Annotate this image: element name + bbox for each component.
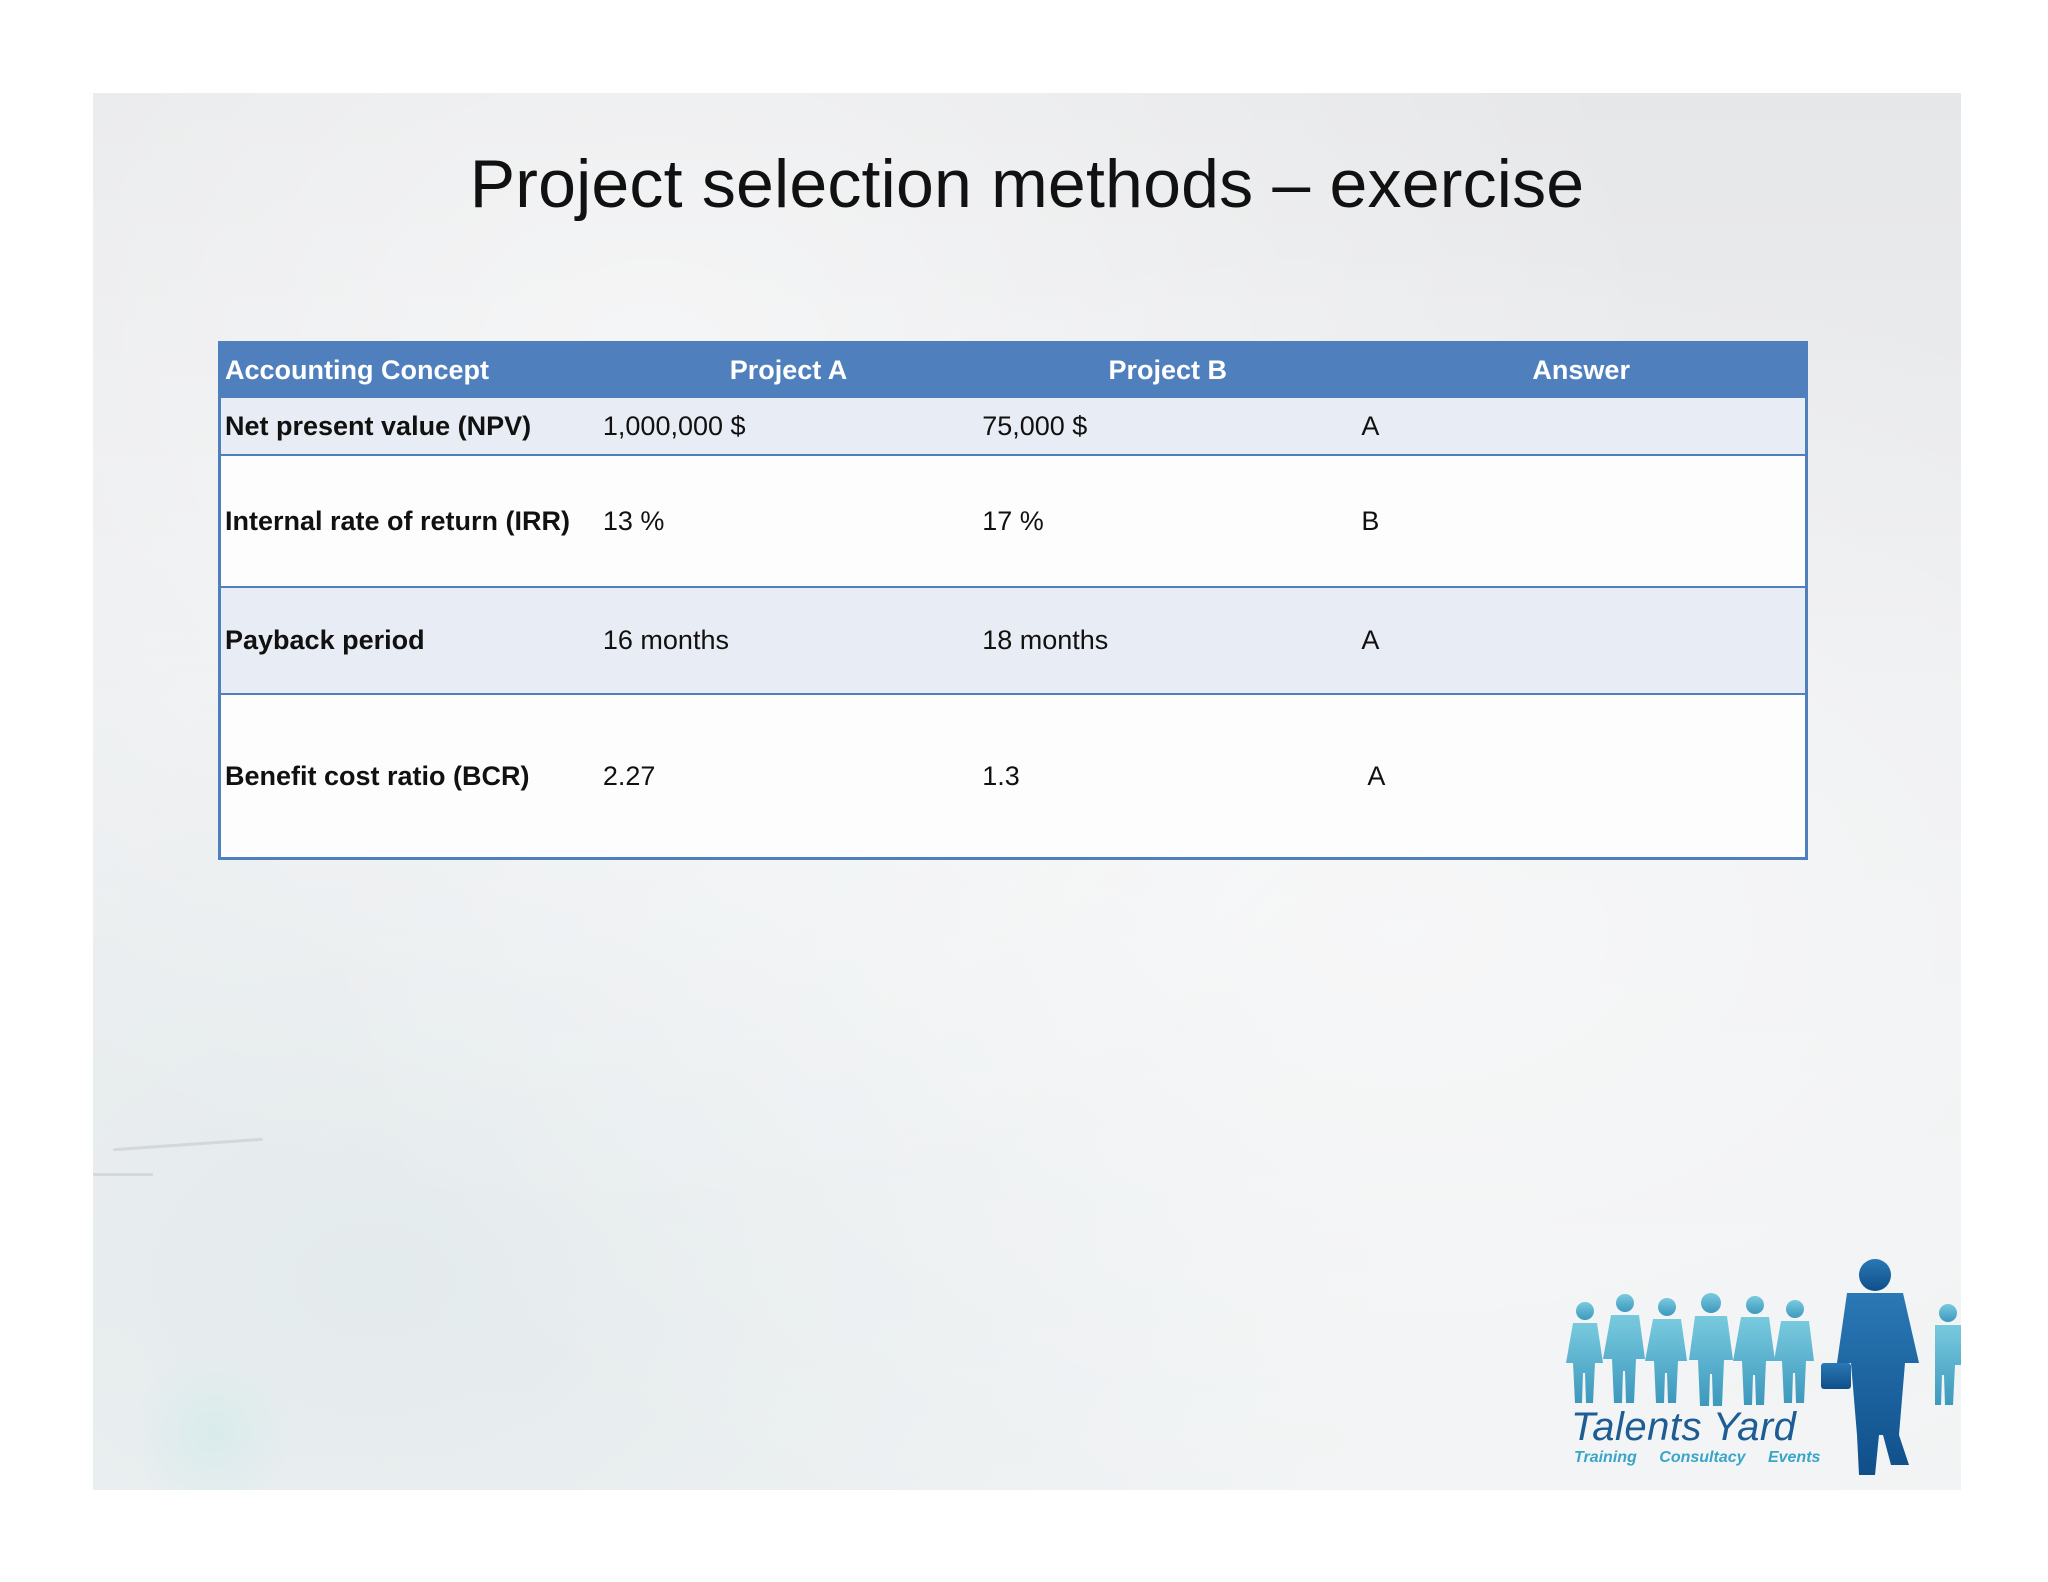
project-b-cell: 1.3 [978,694,1357,859]
concept-cell: Net present value (NPV) [220,397,599,455]
table-row [220,455,1807,587]
answer-cell: A [1357,397,1806,455]
concept-cell: Benefit cost ratio (BCR) [220,694,599,859]
concept-cell: Internal rate of return (IRR) [220,455,599,587]
concept-cell: Payback period [220,587,599,694]
table-row [220,694,1807,859]
project-a-cell: 2.27 [599,694,978,859]
logo-wordmark: Talents Yard [1571,1405,1797,1449]
header-answer: Answer [1357,343,1806,398]
header-project-b: Project B [978,343,1357,398]
answer-cell: A [1357,694,1806,859]
project-b-cell: 18 months [978,587,1357,694]
project-a-cell: 16 months [599,587,978,694]
project-b-cell: 75,000 $ [978,397,1357,455]
table-header-row [220,343,1807,398]
slide-title: Project selection methods – exercise [469,146,1585,222]
comparison-table [218,341,1808,860]
logo-tagline: Training Consultacy Events [1574,1449,1821,1466]
background-streak [113,1138,263,1151]
project-b-cell: 17 % [978,455,1357,587]
background-streak [93,1173,153,1176]
answer-cell: B [1357,455,1806,587]
table-row [220,397,1807,455]
project-a-cell: 1,000,000 $ [599,397,978,455]
header-accounting-concept: Accounting Concept [220,343,599,398]
table-row [220,587,1807,694]
slide [93,93,1961,1490]
project-a-cell: 13 % [599,455,978,587]
header-project-a: Project A [599,343,978,398]
background-glow [133,1353,293,1490]
answer-cell: A [1357,587,1806,694]
